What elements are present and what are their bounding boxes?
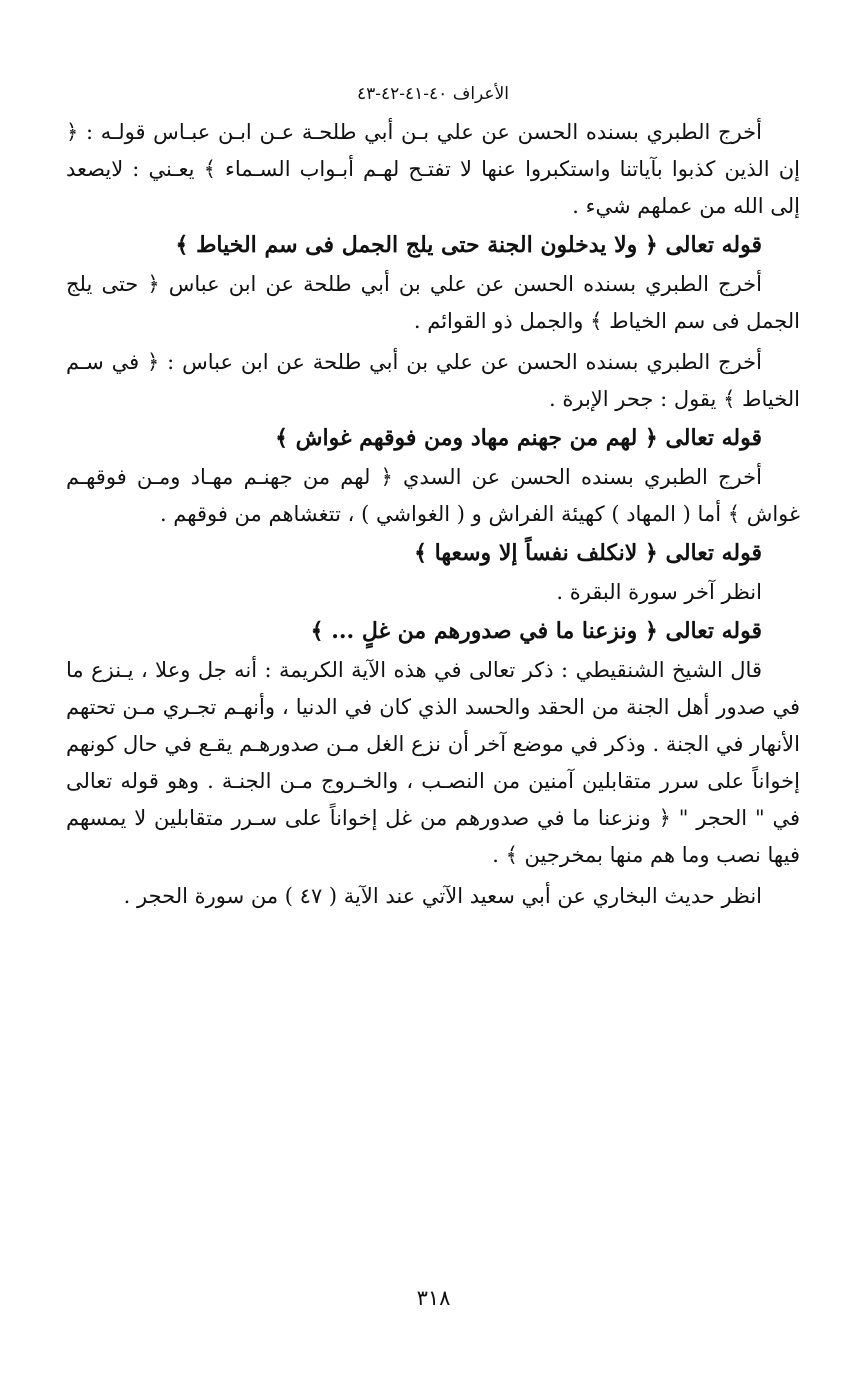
paragraph-tabari-ibn-abbas-2: أخرج الطبري بسنده الحسن عن علي بن أبي طلحة عن ابن عباس ﴿ حتى يلج الجمل فى سم الخياط ﴾ والجمل ذو القوائم . xyxy=(66,272,800,333)
paragraph-tabari-ibn-abbas-3: أخرج الطبري بسنده الحسن عن علي بن أبي طلحة عن ابن عباس : ﴿ في سـم الخياط ﴾ يقول : جحر الإبرة . xyxy=(66,350,800,411)
paragraph-tabari-suddi: أخرج الطبري بسنده الحسن عن السدي ﴿ لهم من جهنـم مهـاد ومـن فوقهـم غواش ﴾ أما ( المهاد ) كهيئة الفراش و ( الغواشي ) ، تتغشاهم من فوقهم . xyxy=(66,465,800,526)
document-page xyxy=(66,80,800,1330)
page-number: ٣١٨ xyxy=(416,1286,451,1310)
verse-heading-burden: قوله تعالى ﴿ لانكلف نفساً إلا وسعها ﴾ xyxy=(414,540,762,566)
paragraph-shinqiti: قال الشيخ الشنقيطي : ذكر تعالى في هذه الآية الكريمة : أنه جل وعلا ، يـنزع ما في صدور أهل الجنة من الحقد والحسد الذي كان في الدنيا ، وأنهـم تجـري مـن تحتهم الأنهار في الجنة . وذكر في موضع آخر أن نزع الغل مـن صدورهـم يقـع في حال كونهم إخواناً على سرر متقابلين آمنين من النصـب ، والخـروج مـن الجنـة . وهو قوله تعالى في " الحجر " ﴿ ونزعنا ما في صدورهم من غل إخواناً على سـرر متقابلين لا يمسهم فيها نصب وما هم منها بمخرجين ﴾ . xyxy=(66,658,800,867)
running-header: الأعراف ٤٠-٤١-٤٢-٤٣ xyxy=(356,84,509,104)
verse-heading-rancour: قوله تعالى ﴿ ونزعنا ما في صدورهم من غلٍ ... ﴾ xyxy=(310,618,762,644)
verse-heading-jahannam: قوله تعالى ﴿ لهم من جهنم مهاد ومن فوقهم غواش ﴾ xyxy=(275,425,762,451)
paragraph-tabari-ibn-abbas-1: أخرج الطبري بسنده الحسن عن علي بـن أبي طلحـة عـن ابـن عبـاس قولـه : ﴿ إن الذين كذبوا بآياتنا واستكبروا عنها لا تفتـح لهـم أبـواب السـماء ﴾ يعـني : لايصعد إلى الله من عملهم شيء . xyxy=(66,120,800,218)
verse-heading-camel: قوله تعالى ﴿ ولا يدخلون الجنة حتى يلج الجمل فى سم الخياط ﴾ xyxy=(175,232,762,258)
paragraph-see-bukhari: انظر حديث البخاري عن أبي سعيد الآتي عند الآية ( ٤٧ ) من سورة الحجر . xyxy=(123,884,762,908)
paragraph-see-baqarah: انظر آخر سورة البقرة . xyxy=(556,580,762,604)
